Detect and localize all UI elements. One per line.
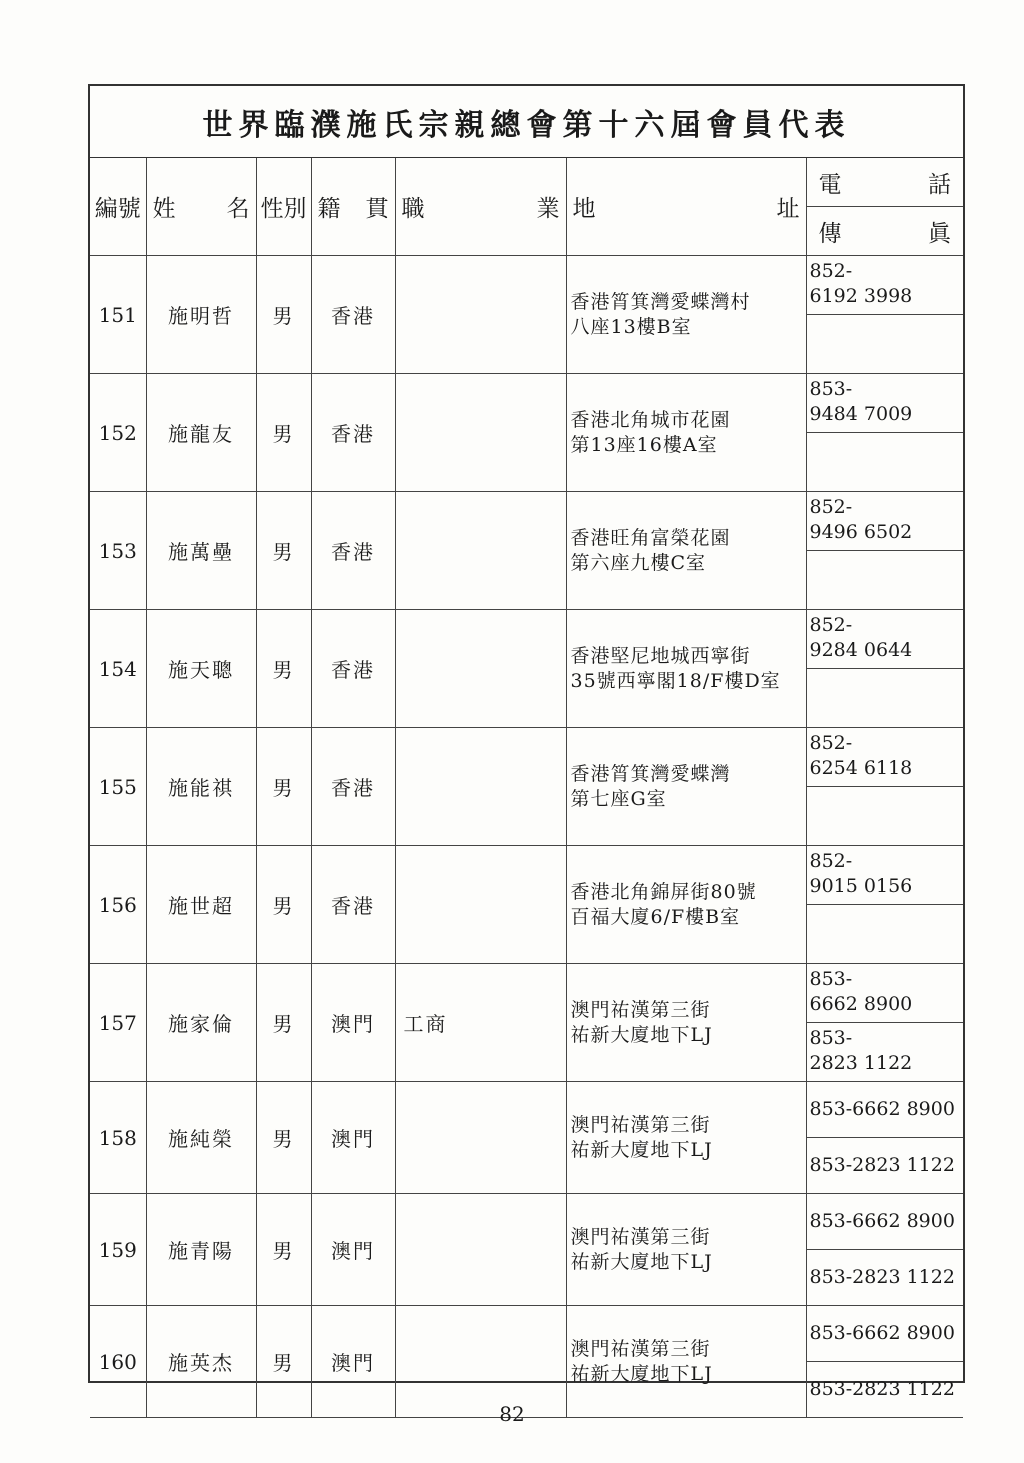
fax-line: 853-2823 1122 <box>809 1378 955 1400</box>
address-line: 祐新大廈地下LJ <box>570 1138 713 1161</box>
cell-sex: 男 <box>256 610 311 728</box>
tel-line: 852- <box>809 614 853 636</box>
cell-address <box>566 374 806 492</box>
tel-line: 853-6662 8900 <box>809 1322 955 1344</box>
cell-fax <box>806 433 963 492</box>
address-line: 香港北角錦屏街80號 <box>570 880 757 903</box>
header-job: 職 業 <box>395 158 566 256</box>
cell-sex: 男 <box>256 1082 311 1194</box>
cell-job <box>395 256 566 374</box>
cell-native: 香港 <box>311 256 395 374</box>
cell-fax <box>806 551 963 610</box>
cell-no: 158 <box>90 1082 146 1194</box>
address-line: 八座13樓B室 <box>570 315 692 338</box>
cell-fax <box>806 1138 963 1194</box>
cell-sex: 男 <box>256 846 311 964</box>
cell-native: 香港 <box>311 374 395 492</box>
tel-line: 853- <box>809 378 853 400</box>
tel-line: 6254 6118 <box>809 757 913 779</box>
cell-name: 施明哲 <box>146 256 256 374</box>
cell-tel <box>806 728 963 787</box>
address-line: 澳門祐漢第三街 <box>570 1225 711 1248</box>
address-line: 百福大廈6/F樓B室 <box>570 905 741 928</box>
tel-line: 853-6662 8900 <box>809 1210 955 1232</box>
table-row <box>90 1082 963 1138</box>
cell-job <box>395 1194 566 1306</box>
address-line: 香港北角城市花園 <box>570 408 731 431</box>
cell-address <box>566 1194 806 1306</box>
address-line: 祐新大廈地下LJ <box>570 1023 713 1046</box>
cell-sex: 男 <box>256 492 311 610</box>
cell-name: 施龍友 <box>146 374 256 492</box>
cell-tel <box>806 1194 963 1250</box>
tel-line: 853-6662 8900 <box>809 1098 955 1120</box>
table-row <box>90 846 963 905</box>
cell-no: 155 <box>90 728 146 846</box>
cell-no: 156 <box>90 846 146 964</box>
cell-native: 澳門 <box>311 1082 395 1194</box>
cell-name: 施家倫 <box>146 964 256 1082</box>
cell-sex: 男 <box>256 1194 311 1306</box>
cell-name: 施天聰 <box>146 610 256 728</box>
table-row <box>90 374 963 433</box>
cell-tel <box>806 1306 963 1362</box>
cell-native: 香港 <box>311 610 395 728</box>
address-line: 第13座16樓A室 <box>570 433 718 456</box>
fax-line: 853-2823 1122 <box>809 1154 955 1176</box>
table-row <box>90 256 963 315</box>
tel-line: 9284 0644 <box>809 639 913 661</box>
tel-line: 853- <box>809 968 853 990</box>
cell-job <box>395 374 566 492</box>
header-no: 編號 <box>90 158 146 256</box>
cell-fax <box>806 787 963 846</box>
tel-line: 852- <box>809 850 853 872</box>
cell-tel <box>806 374 963 433</box>
document-frame <box>88 84 965 1400</box>
table-row <box>90 1194 963 1250</box>
cell-fax <box>806 905 963 964</box>
cell-name: 施青陽 <box>146 1194 256 1306</box>
cell-fax <box>806 315 963 374</box>
address-line: 35號西寧閣18/F樓D室 <box>570 669 781 692</box>
cell-name: 施能祺 <box>146 728 256 846</box>
cell-tel <box>806 610 963 669</box>
cell-tel <box>806 492 963 551</box>
cell-fax <box>806 1250 963 1306</box>
table-row <box>90 492 963 551</box>
cell-no: 153 <box>90 492 146 610</box>
cell-tel <box>806 1082 963 1138</box>
cell-address <box>566 728 806 846</box>
cell-native: 香港 <box>311 846 395 964</box>
table-header <box>90 158 963 256</box>
page-number: 82 <box>499 1402 525 1426</box>
tel-line: 852- <box>809 496 853 518</box>
table-row <box>90 728 963 787</box>
cell-address <box>566 846 806 964</box>
cell-native: 澳門 <box>311 1194 395 1306</box>
address-line: 澳門祐漢第三街 <box>570 1113 711 1136</box>
page-title: 世界臨濮施氏宗親總會第十六屆會員代表 <box>90 86 963 158</box>
cell-no: 154 <box>90 610 146 728</box>
cell-native: 香港 <box>311 492 395 610</box>
tel-line: 9496 6502 <box>809 521 913 543</box>
address-line: 祐新大廈地下LJ <box>570 1250 713 1273</box>
cell-fax <box>806 669 963 728</box>
cell-sex: 男 <box>256 256 311 374</box>
cell-job <box>395 1082 566 1194</box>
cell-name: 施英杰 <box>146 1306 256 1418</box>
tel-line: 9015 0156 <box>809 875 913 897</box>
address-line: 澳門祐漢第三街 <box>570 998 711 1021</box>
table-row <box>90 610 963 669</box>
cell-job: 工商 <box>395 964 566 1082</box>
table-row <box>90 964 963 1023</box>
address-line: 香港堅尼地城西寧街 <box>570 644 751 667</box>
cell-address <box>566 964 806 1082</box>
cell-native: 澳門 <box>311 1306 395 1418</box>
cell-no: 152 <box>90 374 146 492</box>
cell-sex: 男 <box>256 374 311 492</box>
header-sex: 性別 <box>256 158 311 256</box>
tel-line: 6662 8900 <box>809 993 913 1015</box>
cell-tel <box>806 846 963 905</box>
address-line: 香港旺角富榮花園 <box>570 526 731 549</box>
address-line: 第七座G室 <box>570 787 667 810</box>
header-name: 姓 名 <box>146 158 256 256</box>
tel-line: 852- <box>809 732 853 754</box>
cell-native: 澳門 <box>311 964 395 1082</box>
cell-address <box>566 610 806 728</box>
cell-name: 施純榮 <box>146 1082 256 1194</box>
address-line: 香港筲箕灣愛蝶灣 <box>570 762 731 785</box>
cell-tel <box>806 256 963 315</box>
cell-name: 施世超 <box>146 846 256 964</box>
header-native: 籍 貫 <box>311 158 395 256</box>
cell-address <box>566 1082 806 1194</box>
cell-no: 160 <box>90 1306 146 1418</box>
cell-job <box>395 728 566 846</box>
address-line: 祐新大廈地下LJ <box>570 1362 713 1385</box>
cell-sex: 男 <box>256 964 311 1082</box>
cell-no: 159 <box>90 1194 146 1306</box>
cell-fax <box>806 1023 963 1082</box>
header-fax: 傳 眞 <box>806 207 963 256</box>
tel-line: 9484 7009 <box>809 403 913 425</box>
cell-job <box>395 610 566 728</box>
fax-line: 853- <box>809 1027 853 1049</box>
cell-sex: 男 <box>256 728 311 846</box>
header-address: 地 址 <box>566 158 806 256</box>
cell-address <box>566 256 806 374</box>
member-table <box>90 158 963 1418</box>
tel-line: 6192 3998 <box>809 285 913 307</box>
table-body <box>90 256 963 1418</box>
cell-job <box>395 492 566 610</box>
cell-address <box>566 1306 806 1418</box>
address-line: 澳門祐漢第三街 <box>570 1337 711 1360</box>
cell-name: 施萬壘 <box>146 492 256 610</box>
tel-line: 852- <box>809 260 853 282</box>
address-line: 第六座九樓C室 <box>570 551 707 574</box>
address-line: 香港筲箕灣愛蝶灣村 <box>570 290 751 313</box>
cell-no: 151 <box>90 256 146 374</box>
cell-native: 香港 <box>311 728 395 846</box>
cell-tel <box>806 964 963 1023</box>
cell-job <box>395 1306 566 1418</box>
cell-no: 157 <box>90 964 146 1082</box>
header-tel: 電 話 <box>806 158 963 207</box>
table-row <box>90 1306 963 1362</box>
fax-line: 853-2823 1122 <box>809 1266 955 1288</box>
cell-job <box>395 846 566 964</box>
cell-address <box>566 492 806 610</box>
fax-line: 2823 1122 <box>809 1052 913 1074</box>
cell-sex: 男 <box>256 1306 311 1418</box>
